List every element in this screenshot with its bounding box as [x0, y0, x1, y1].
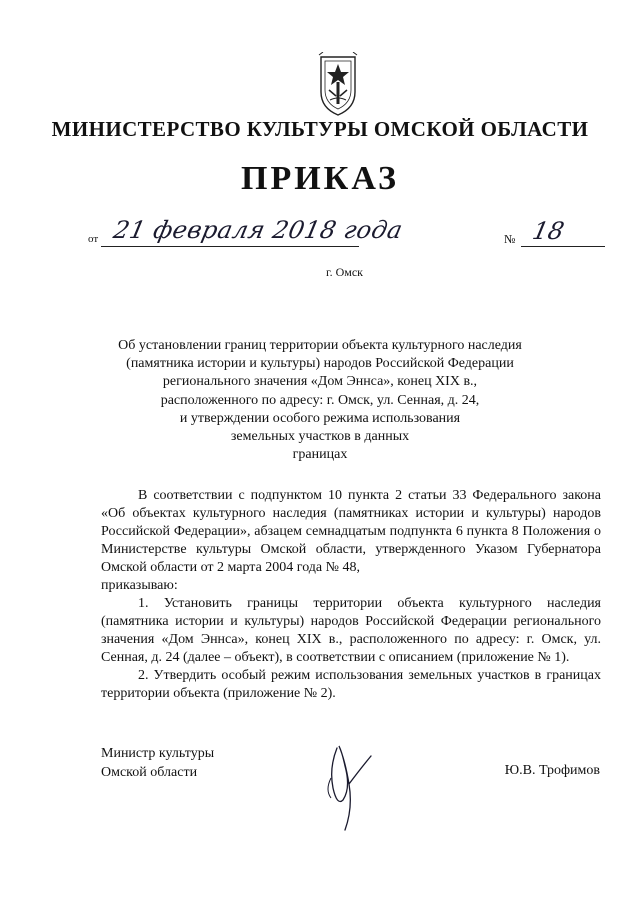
document-type-title: ПРИКАЗ	[241, 160, 399, 197]
city: г. Омск	[326, 265, 363, 279]
date-prefix: от	[88, 233, 99, 245]
subject-line: регионального значения «Дом Эннса», конец XIX в.,	[162, 374, 478, 390]
subject-line: земельных участков в данных	[230, 429, 410, 445]
coat-of-arms-icon	[318, 52, 358, 118]
number-prefix: №	[504, 232, 516, 246]
subject-line: границах	[292, 447, 348, 463]
subject-line: (памятника истории и культуры) народов Российской Федерации	[126, 356, 514, 372]
ministry-title: МИНИСТЕРСТВО КУЛЬТУРЫ ОМСКОЙ ОБЛАСТИ	[51, 117, 589, 141]
subject-line: и утверждении особого режима использования	[179, 410, 461, 426]
order-word: приказываю:	[101, 578, 178, 593]
handwritten-number: 18	[530, 217, 567, 245]
subject-line: Об установлении границ территории объекта культурного наследия	[118, 338, 522, 353]
signer-name: Ю.В. Трофимов	[504, 763, 600, 778]
number-underline	[521, 246, 605, 247]
order-item-1: 1. Установить границы территории объекта культурного наследия (памятника истории и культуры) народов Российской Федерации регионального значения «Дом Эннса», конец XIX в., расположенного по адресу: г. Омск, ул. Сенная, д. 24 (далее – объект), в соответствии с описанием (приложение № 1).	[101, 596, 601, 665]
handwritten-date: 21 февраля 2018 года	[111, 216, 406, 244]
date-underline	[101, 246, 359, 247]
order-item-2: 2. Утвердить особый режим использования земельных участков в границах территории объекта (приложение № 2).	[101, 668, 601, 701]
preamble-paragraph: В соответствии с подпунктом 10 пункта 2 статьи 33 Федерального закона «Об объектах культурного наследия (памятниках истории и культуры) народов Российской Федерации», абзацем семнадцатым подпункта 6 пункта 8 Положения о Министерстве культуры Омской области, утвержденного Указом Губернатора Омской области от 2 марта 2004 года № 48,	[101, 488, 601, 575]
order-subject	[100, 337, 540, 464]
signer-position	[101, 745, 214, 782]
signer-position-line: Омской области	[101, 764, 198, 780]
handwritten-signature-icon	[315, 738, 375, 838]
subject-line: расположенного по адресу: г. Омск, ул. Сенная, д. 24,	[160, 392, 480, 408]
order-body	[101, 487, 601, 703]
signer-position-line: Министр культуры	[101, 746, 215, 761]
